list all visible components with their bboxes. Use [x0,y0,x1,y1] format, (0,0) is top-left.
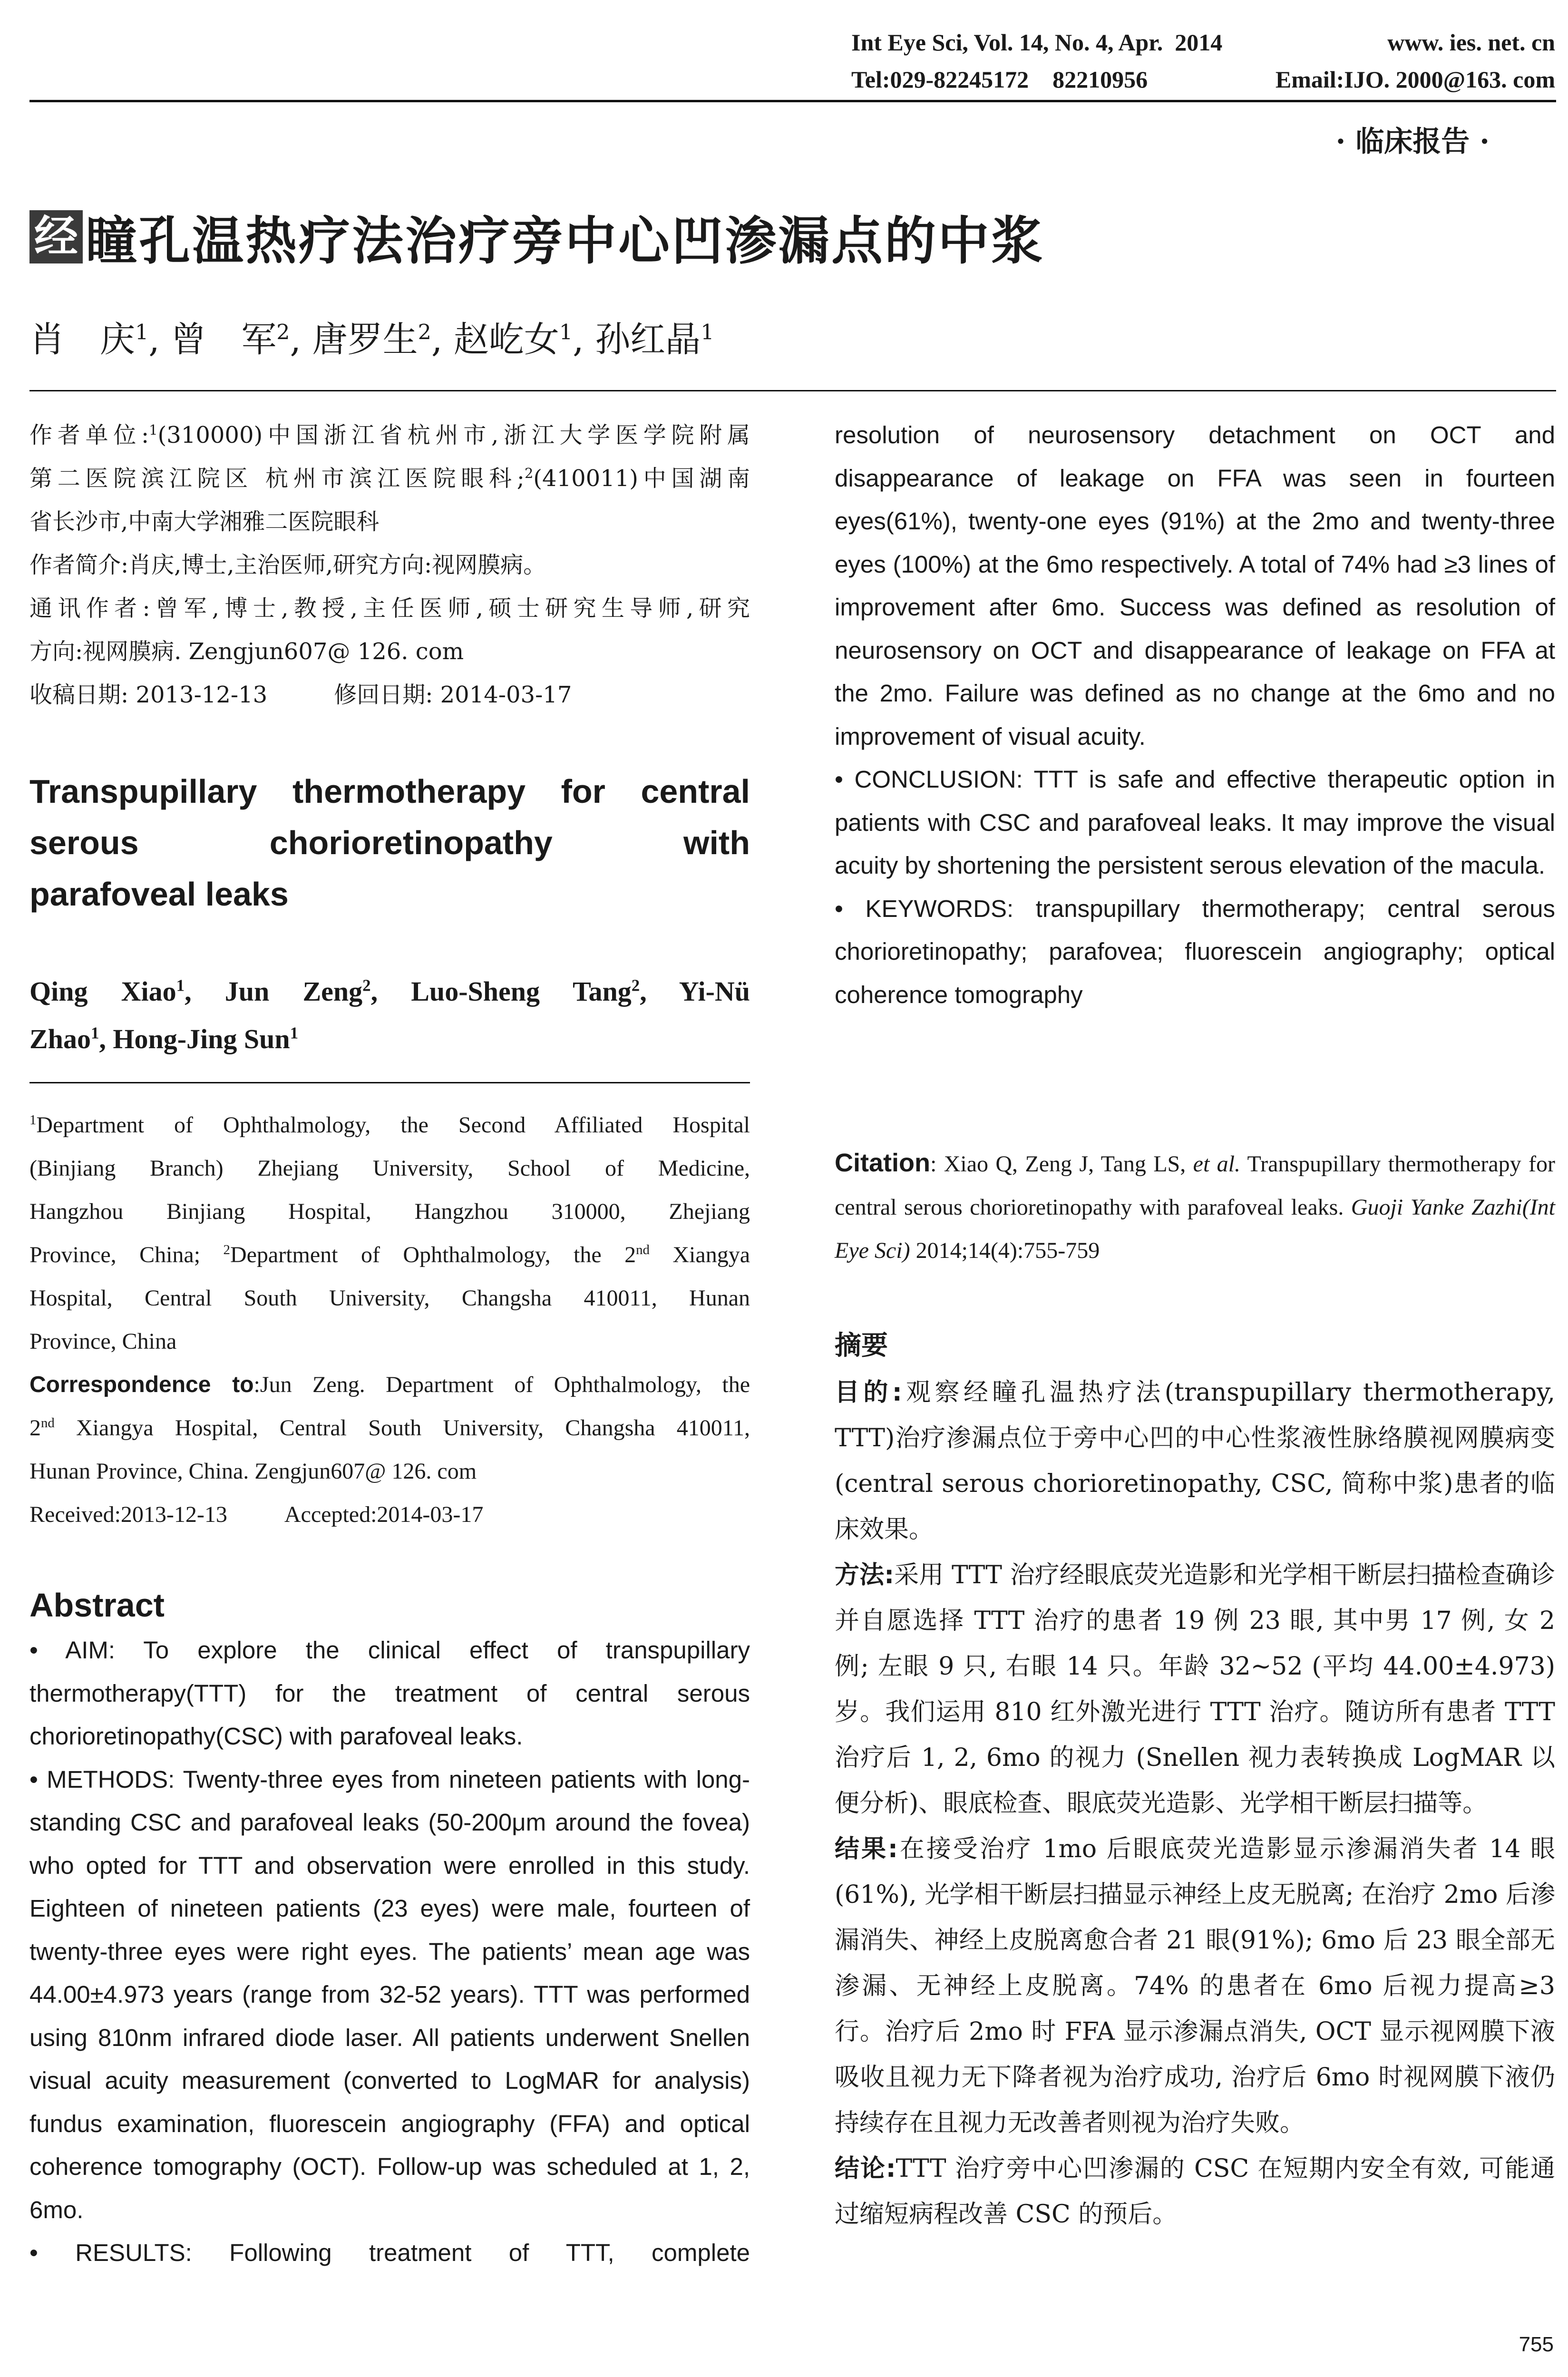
english-authors-line: Qing Xiao$^1$, Jun Zeng$^2$, Luo-Sheng Tang$^2$, Yi-Nü [29,976,750,1007]
abstract-aim: • AIM: To explore the clinical effect of transpupillary thermotherapy(TTT) for the treatment of central serous chorioretinopathy(CSC) with parafoveal leaks. [29,1637,750,1750]
journal-email[interactable]: Email:IJO. 2000@163. com [1275,66,1555,93]
affil-line: (Binjiang Branch) Zhejiang University, School of Medicine, [29,1156,750,1181]
cn-results: 结果:在接受治疗 1mo 后眼底荧光造影显示渗漏消失者 14 眼(61%), 光学相干断层扫描显示神经上皮无脱离; 在治疗 2mo 后渗漏消失、神经上皮脱离愈合者 21 眼(91%); 6mo 后 23 眼全部无渗漏、无神经上皮脱离。74% 的患者在 6mo 后视力提高≥3 行。治疗后 2mo 时 FFA 显示渗漏点消失, OCT 显示视网膜下液吸收且视力无下降者视为治疗成功, 治疗后 6mo 时视网膜下液仍持续存在且视力无改善者则视为治疗失败。 [835,1835,1555,2137]
chinese-abstract-heading: 摘要 [835,1330,888,1361]
info-corr: 方向:视网膜病. Zengjun607@ 126. com [29,638,464,665]
abstract-results-start: • RESULTS: Following treatment of TTT, complete [29,2239,750,2266]
abstract-heading: Abstract [29,1587,165,1624]
author-affil-sup: 1 [701,320,714,345]
abstract-conclusion: • CONCLUSION: TTT is safe and effective therapeutic option in patients with CSC and parafoveal leaks. It may improve the visual acuity by shortening the persistent serous elevation of the macula. [835,766,1555,879]
received-date-cn: 收稿日期: 2013-12-13 [29,682,268,708]
accepted-date: Accepted:2014-03-17 [284,1502,484,1527]
citation: Citation: Xiao Q, Zeng J, Tang LS, et al. Transpupillary thermotherapy for central serous chorioretinopathy with parafoveal leaks. Guoji Yanke Zazhi(Int Eye Sci) 2014;14(4):755-759 [835,1149,1556,1263]
author-cn: 赵屹女 [453,319,559,360]
author-affil-sup: 2 [418,320,431,345]
english-title-line: Transpupillary thermotherapy for central [29,773,750,810]
cn-methods: 方法:采用 TTT 治疗经眼底荧光造影和光学相干断层扫描检查确诊并自愿选择 TTT 治疗的患者 19 例 23 眼, 其中男 17 例, 女 2 例; 左眼 9 只, 右眼 14 只。年龄 32~52 (平均 44.00±4.973) 岁。我们运用 810 红外激光进行 TTT 治疗。随访所有患者 TTT 治疗后 1, 2, 6mo 的视力 (Snellen 视力表转换成 LogMAR 以便分析)、眼底检查、眼底荧光造影、光学相干断层扫描等。 [835,1561,1556,1818]
abstract-methods: • METHODS: Twenty-three eyes from nineteen patients with long-standing CSC and parafoveal leaks (50-200μm around the fovea) who opted for TTT and observation were enrolled in this study. Eighteen of nineteen patients (23 eyes) were male, fourteen of twenty-three eyes were right eyes. The patients’ mean age was 44.00±4.973 years (range from 32-52 years). TTT was performed using 810nm infrared diode laser. All patients underwent Snellen visual acuity measurement (converted to LogMAR for analysis) fundus examination, fluorescein angiography (FFA) and optical coherence tomography (OCT). Follow-up was scheduled at 1, 2, 6mo. [29,1765,750,2223]
english-authors-line: Zhao$^1$, Hong-Jing Sun$^1$ [29,1023,299,1054]
received-date: Received:2013-12-13 [29,1502,227,1527]
correspondence-line: 2nd Xiangya Hospital, Central South University, Changsha 410011, [29,1415,750,1441]
journal-header [851,24,1555,98]
author-affil-sup: 1 [559,320,573,345]
section-tag: · 临床报告 · [1335,125,1490,158]
citation-label: Citation [835,1149,930,1177]
info-corr: 通讯作者:曾军,博士,教授,主任医师,硕士研究生导师,研究 [29,595,750,622]
author-cn: 孙红晶 [595,319,701,360]
cn-aim: 目的:观察经瞳孔温热疗法(transpupillary thermotherapy, TTT)治疗渗漏点位于旁中心凹的中心性浆液性脉络膜视网膜病变(central serous chorioretinopathy, CSC, 简称中浆)患者的临床效果。 [835,1378,1556,1544]
revised-date-cn: 修回日期: 2014-03-17 [334,682,572,708]
author-cn: 肖 庆 [29,319,135,360]
authors-chinese: 肖 庆$^1$, 曾 军$^2$, 唐罗生$^2$, 赵屹女$^1$, 孙红晶$^1$ [29,319,714,360]
author-affil-sup: 2 [276,320,290,345]
info-line: 第二医院滨江院区 杭州市滨江医院眼科;$^2$(410011)中国湖南 [29,465,750,492]
journal-phone: Tel:029-82245172 82210956 [851,66,1148,93]
english-title-line: serous chorioretinopathy with [29,824,750,861]
correspondence: Correspondence to:Jun Zeng. Department of Ophthalmology, the [29,1372,750,1397]
english-title [29,766,750,920]
header-rule [29,100,1556,102]
journal-website[interactable]: www. ies. net. cn [1387,29,1555,56]
title-first-char-box: 经 [29,210,83,263]
title-rule [29,390,1556,391]
abstract-body-left [29,1629,750,2275]
affil-line: $^1$Department of Ophthalmology, the Second Affiliated Hospital [29,1112,750,1138]
chinese-abstract-body [835,1370,1555,2237]
info-bio: 作者简介:肖庆,博士,主治医师,研究方向:视网膜病。 [29,552,546,578]
affiliations [29,1103,750,1536]
english-authors [29,968,750,1063]
author-rule [29,1082,750,1083]
abstract-results-cont: resolution of neurosensory detachment on OCT and disappearance of leakage on FFA was seen in fourteen eyes(61%), twenty-one eyes (91%) at the 2mo and twenty-three eyes (100%) at the 6mo respectively. A total of 74% had ≥3 lines of improvement after 6mo. Success was defined as resolution of neurosensory on OCT and disappearance of leakage on FFA at the 2mo. Failure was defined as no change at the 6mo and no improvement of visual acuity. [835,421,1555,750]
abstract-body-right [835,414,1555,1016]
affil-dates [29,1493,750,1536]
affil-line: Hospital, Central South University, Changsha 410011, Hunan [29,1286,750,1311]
cn-conclusion: 结论:TTT 治疗旁中心凹渗漏的 CSC 在短期内安全有效, 可能通过缩短病程改善 CSC 的预后。 [835,2154,1556,2229]
english-title-line: parafoveal leaks [29,876,289,913]
title-text: 瞳孔温热疗法治疗旁中心凹渗漏点的中浆 [86,212,1045,271]
article-title [29,200,1556,273]
info-line: 省长沙市,中南大学湘雅二医院眼科 [29,508,380,535]
affil-line: Province, China; $^2$Department of Ophthalmology, the 2nd Xiangya [29,1242,750,1267]
journal-citation-line: Int Eye Sci, Vol. 14, No. 4, Apr. 2014 [851,29,1223,56]
author-affil-sup: 1 [135,320,149,345]
correspondence-line: Hunan Province, China. Zengjun607@ 126. com [29,1459,477,1484]
info-dates [29,673,750,717]
author-info-cn [29,414,750,717]
abstract-keywords: • KEYWORDS: transpupillary thermotherapy; central serous chorioretinopathy; parafovea; fluorescein angiography; optical coherence tomography [835,895,1555,1008]
info-line: 作者单位:$^1$(310000)中国浙江省杭州市,浙江大学医学院附属 [29,422,750,448]
affil-line: Province, China [29,1329,177,1354]
author-cn: 唐罗生 [312,319,418,360]
page-number: 755 [1519,2333,1554,2356]
affil-line: Hangzhou Binjiang Hospital, Hangzhou 310000, Zhejiang [29,1199,750,1224]
author-cn: 曾 军 [171,319,277,360]
citation-journal: Guoji Yanke Zazhi(Int Eye Sci) [835,1195,1555,1263]
